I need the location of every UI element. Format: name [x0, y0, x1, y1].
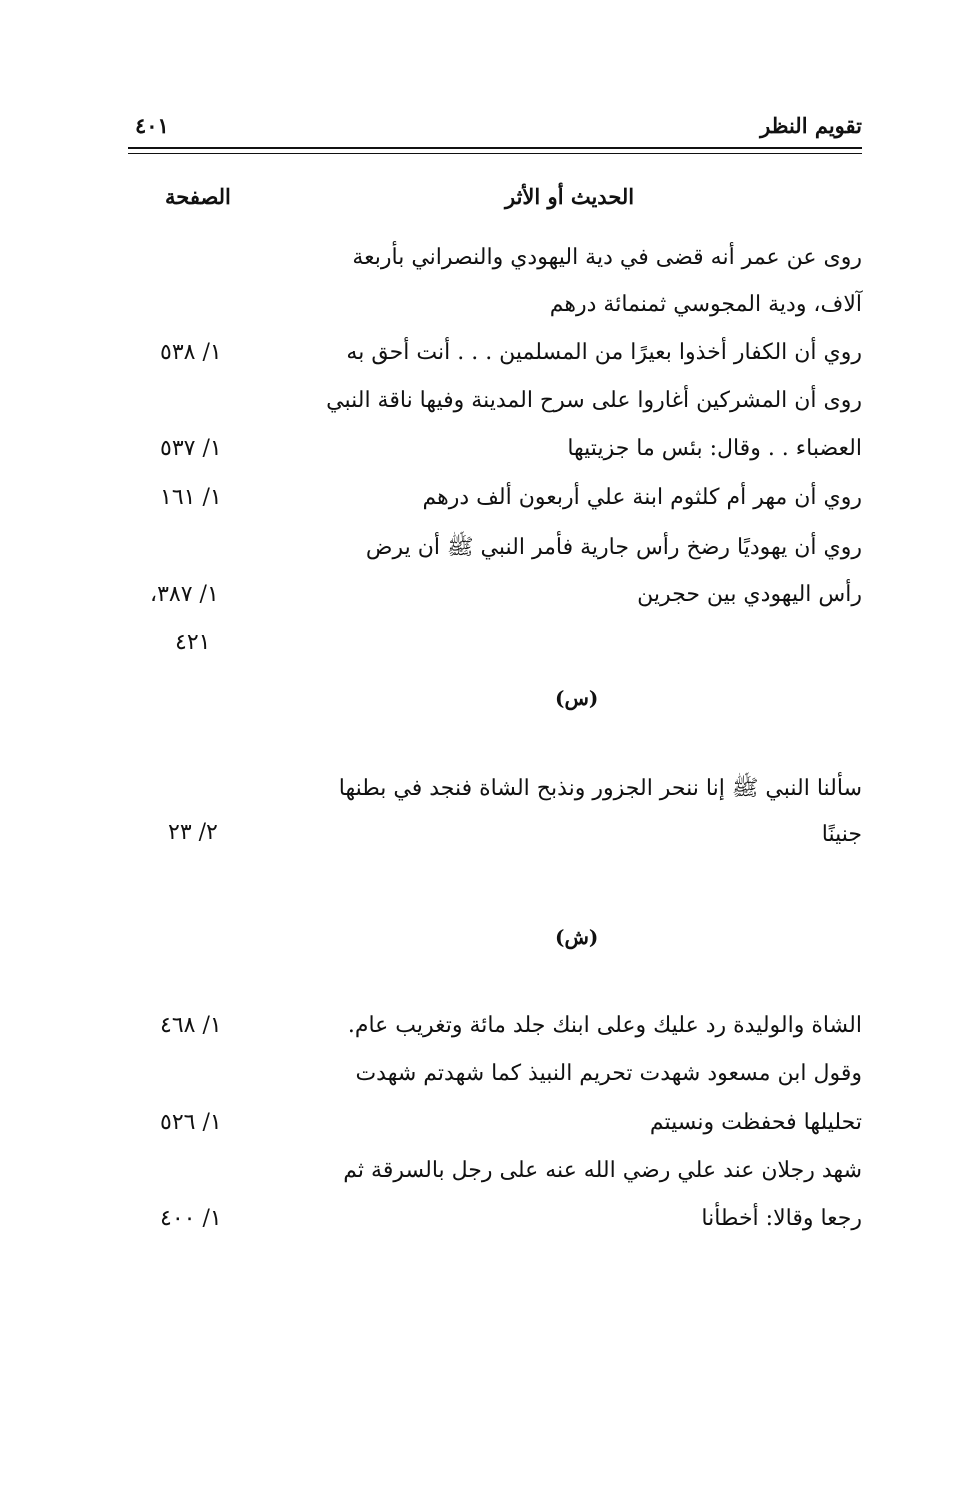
- page-reference: ١/ ٤٠٠: [160, 1206, 222, 1231]
- entry-line: الشاة والوليدة رد عليك وعلى ابنك جلد مائة وتغريب عام.: [347, 1013, 862, 1038]
- header-rule-thick: [128, 147, 862, 149]
- page-reference: ٤٢١: [175, 630, 211, 655]
- entry-line: جنينًا: [821, 822, 862, 847]
- entry-line: روي أن مهر أم كلثوم ابنة علي أربعون ألف درهم: [422, 485, 862, 510]
- entry-line: رأس اليهودي بين حجرين: [637, 582, 862, 607]
- entry-line: روي أن الكفار أخذوا بعيرًا من المسلمين . . . أنت أحق به: [346, 340, 862, 365]
- running-title: تقويم النظر: [760, 113, 862, 138]
- entry-line: روي أن يهوديًا رضخ رأس جارية فأمر النبي ﷺ أن يرض: [365, 535, 862, 560]
- page-reference: ٢/ ٢٣: [168, 820, 218, 845]
- entry-line: روى أن المشركين أغاروا على سرح المدينة وفيها ناقة النبي: [326, 388, 862, 413]
- column-heading-hadith: الحديث أو الأثر: [505, 184, 635, 209]
- section-heading-sin: (س): [555, 686, 599, 710]
- section-heading-shin: (ش): [555, 925, 599, 949]
- page-reference: ١/ ٥٢٦: [160, 1110, 222, 1135]
- header-rule-thin: [128, 153, 862, 154]
- entry-line: روى عن عمر أنه قضى في دية اليهودي والنصراني بأربعة: [352, 245, 862, 270]
- entry-line: تحليلها فحفظت ونسيتم: [649, 1110, 862, 1135]
- entry-line: العضباء . . وقال: بئس ما جزيتيها: [567, 436, 862, 461]
- page-reference: ١/ ٥٣٧: [160, 436, 222, 461]
- page-reference: ١/ ٥٣٨: [160, 340, 222, 365]
- column-heading-page: الصفحة: [165, 184, 231, 209]
- page-reference: ١/ ٤٦٨: [160, 1013, 222, 1038]
- page-number: ٤٠١: [135, 113, 169, 138]
- entry-line: سألنا النبي ﷺ إنا ننحر الجزور ونذبح الشاة فنجد في بطنها: [338, 776, 862, 801]
- entry-line: شهد رجلان عند علي رضي الله عنه على رجل بالسرقة ثم: [343, 1158, 862, 1183]
- entry-line: آلاف، ودية المجوسي ثمنمائة درهم: [549, 292, 862, 317]
- page-reference: ١/ ١٦١: [160, 485, 222, 510]
- entry-line: وقول ابن مسعود شهدت تحريم النبيذ كما شهدتم شهدت: [355, 1061, 862, 1086]
- page-reference: ١/ ٣٨٧،: [150, 582, 219, 607]
- entry-line: رجعا وقالا: أخطأنا: [701, 1206, 862, 1231]
